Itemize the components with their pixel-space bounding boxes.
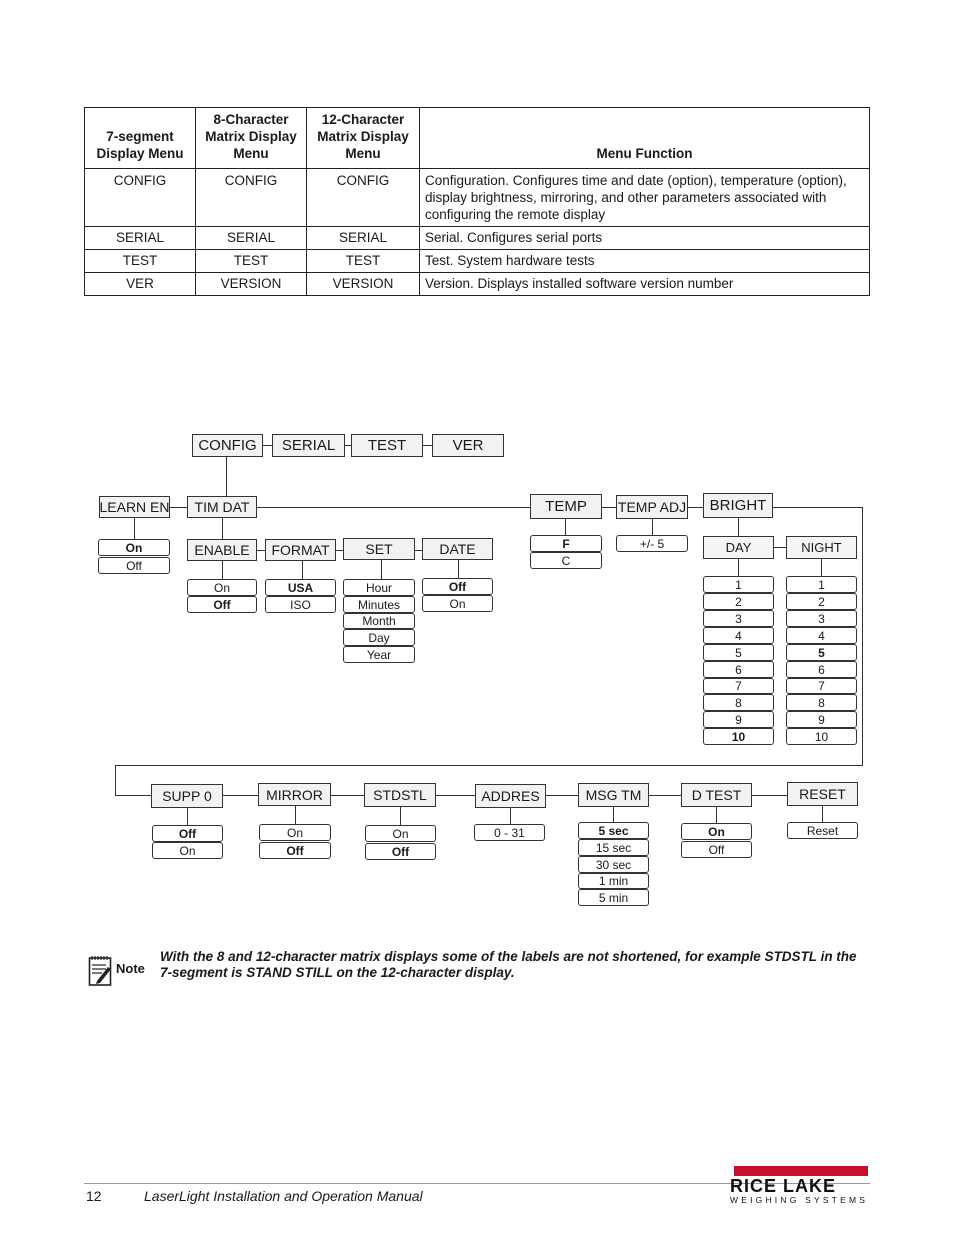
option-date-off: Off [422, 578, 493, 595]
option-day-6: 6 [703, 661, 774, 678]
menu-box-day: DAY [703, 536, 774, 559]
option-temp-f: F [530, 535, 602, 552]
logo-sub-text: WEIGHING SYSTEMS [730, 1195, 869, 1205]
connector-line [115, 765, 863, 766]
table-cell: VERSION [196, 273, 307, 296]
table-cell: VERSION [307, 273, 420, 296]
menu-box-mirror: MIRROR [258, 783, 331, 806]
table-cell: CONFIG [307, 169, 420, 227]
table-row [85, 169, 870, 227]
option-temp-adj-range: +/- 5 [616, 535, 688, 552]
menu-box-date: DATE [422, 538, 493, 560]
logo-main-text: RICE LAKE [730, 1176, 837, 1196]
option-addres-range: 0 - 31 [474, 824, 545, 841]
connector-line [170, 507, 187, 508]
menu-box-night: NIGHT [786, 536, 857, 559]
option-format-iso: ISO [265, 596, 336, 613]
table-cell: Configuration. Configures time and date (option), temperature (option), display brightness, mirroring, and other parameters associated with configuring the remote display [420, 169, 870, 227]
table-cell: Serial. Configures serial ports [420, 227, 870, 250]
col-header-menu-function: Menu Function [420, 108, 870, 169]
connector-line [738, 559, 739, 577]
option-set-hour: Hour [343, 579, 415, 596]
table-cell: Test. System hardware tests [420, 250, 870, 273]
connector-line [649, 795, 681, 796]
menu-box-msg-tm: MSG TM [578, 783, 649, 807]
option-format-usa: USA [265, 579, 336, 596]
logo-bar [734, 1166, 868, 1176]
menu-box-supp0: SUPP 0 [151, 784, 223, 808]
connector-line [822, 806, 823, 822]
table-cell: TEST [196, 250, 307, 273]
menu-box-set: SET [343, 538, 415, 560]
option-night-8: 8 [786, 694, 857, 711]
col-header-8char: 8-Character Matrix Display Menu [196, 108, 307, 169]
option-day-5: 5 [703, 644, 774, 661]
option-night-6: 6 [786, 661, 857, 678]
option-night-4: 4 [786, 627, 857, 644]
connector-line [738, 518, 739, 536]
rice-lake-logo [730, 1166, 870, 1205]
option-msg-tm-15sec: 15 sec [578, 839, 649, 856]
connector-line [263, 445, 272, 446]
option-day-1: 1 [703, 576, 774, 593]
table-cell: TEST [85, 250, 196, 273]
table-row [85, 250, 870, 273]
menu-box-addres: ADDRES [475, 784, 546, 808]
option-date-on: On [422, 595, 493, 612]
menu-table [84, 107, 870, 296]
option-day-2: 2 [703, 593, 774, 610]
option-day-9: 9 [703, 711, 774, 728]
connector-line [302, 561, 303, 580]
table-cell: SERIAL [85, 227, 196, 250]
option-day-3: 3 [703, 610, 774, 627]
col-header-12char: 12-Character Matrix Display Menu [307, 108, 420, 169]
connector-line [613, 807, 614, 822]
table-cell: Version. Displays installed software version number [420, 273, 870, 296]
connector-line [222, 561, 223, 580]
connector-line [415, 550, 422, 551]
menu-box-temp: TEMP [530, 494, 602, 519]
connector-line [295, 806, 296, 824]
connector-line [257, 507, 530, 508]
menu-box-stdstl: STDSTL [364, 783, 436, 807]
menu-box-test: TEST [351, 434, 423, 457]
connector-line [115, 795, 151, 796]
table-row [85, 273, 870, 296]
page-number: 12 [86, 1188, 102, 1204]
menu-box-tim-dat: TIM DAT [187, 496, 257, 518]
option-stdstl-off: Off [365, 843, 436, 860]
connector-line [436, 795, 475, 796]
connector-line [458, 560, 459, 579]
option-learn-en-on: On [98, 539, 170, 556]
option-mirror-on: On [259, 824, 331, 841]
option-night-5: 5 [786, 644, 857, 661]
connector-line [331, 795, 364, 796]
menu-box-format: FORMAT [265, 539, 336, 561]
table-cell: TEST [307, 250, 420, 273]
connector-line [400, 807, 401, 825]
option-night-7: 7 [786, 678, 857, 694]
table-cell: CONFIG [85, 169, 196, 227]
table-cell: SERIAL [307, 227, 420, 250]
option-msg-tm-30sec: 30 sec [578, 856, 649, 873]
option-day-8: 8 [703, 694, 774, 711]
option-mirror-off: Off [259, 842, 331, 859]
option-d-test-off: Off [681, 841, 752, 858]
option-set-minutes: Minutes [343, 596, 415, 613]
option-temp-c: C [530, 552, 602, 569]
option-day-7: 7 [703, 678, 774, 694]
option-msg-tm-5sec: 5 sec [578, 822, 649, 839]
connector-line [257, 550, 265, 551]
connector-line [716, 807, 717, 823]
option-set-year: Year [343, 646, 415, 663]
col-header-7segment: 7-segment Display Menu [85, 108, 196, 169]
option-day-10: 10 [703, 728, 774, 745]
option-supp0-on: On [152, 842, 223, 859]
option-night-9: 9 [786, 711, 857, 728]
option-learn-en-off: Off [98, 557, 170, 574]
note-icon [88, 954, 116, 993]
connector-line [345, 445, 351, 446]
connector-line [773, 507, 863, 508]
connector-line [862, 507, 863, 765]
connector-line [652, 519, 653, 535]
footer-title: LaserLight Installation and Operation Manual [144, 1188, 423, 1204]
option-set-month: Month [343, 613, 415, 629]
connector-line [510, 808, 511, 824]
connector-line [602, 507, 616, 508]
option-night-10: 10 [786, 728, 857, 745]
option-night-1: 1 [786, 576, 857, 593]
option-reset: Reset [787, 822, 858, 839]
table-cell: CONFIG [196, 169, 307, 227]
option-set-day: Day [343, 629, 415, 646]
option-enable-off: Off [187, 596, 257, 613]
connector-line [821, 559, 822, 577]
menu-box-learn-en: LEARN EN [99, 496, 170, 518]
connector-line [752, 795, 787, 796]
menu-box-reset: RESET [787, 782, 858, 806]
note-label: Note [116, 961, 145, 976]
menu-box-ver: VER [432, 434, 504, 457]
note-text: With the 8 and 12-character matrix displays some of the labels are not shortened, for example STDSTL in the 7-segment is STAND STILL on the 12-character display. [160, 949, 857, 980]
menu-box-temp-adj: TEMP ADJ [616, 495, 688, 519]
connector-line [226, 457, 227, 496]
connector-line [381, 560, 382, 579]
option-supp0-off: Off [152, 825, 223, 842]
table-row [85, 227, 870, 250]
connector-line [688, 507, 703, 508]
connector-line [222, 518, 223, 539]
connector-line [115, 765, 116, 795]
option-msg-tm-1min: 1 min [578, 873, 649, 889]
menu-box-d-test: D TEST [681, 783, 752, 807]
connector-line [187, 808, 188, 825]
option-day-4: 4 [703, 627, 774, 644]
option-night-2: 2 [786, 593, 857, 610]
menu-box-enable: ENABLE [187, 539, 257, 561]
option-stdstl-on: On [365, 825, 436, 842]
option-d-test-on: On [681, 823, 752, 840]
option-night-3: 3 [786, 610, 857, 627]
table-header-row [85, 108, 870, 169]
connector-line [223, 795, 258, 796]
menu-box-config: CONFIG [192, 434, 263, 457]
option-msg-tm-5min: 5 min [578, 889, 649, 906]
table-cell: SERIAL [196, 227, 307, 250]
menu-box-serial: SERIAL [272, 434, 345, 457]
connector-line [336, 550, 343, 551]
connector-line [774, 547, 786, 548]
connector-line [423, 445, 432, 446]
option-enable-on: On [187, 579, 257, 596]
connector-line [134, 518, 135, 540]
connector-line [565, 519, 566, 535]
table-cell: VER [85, 273, 196, 296]
connector-line [546, 795, 578, 796]
menu-box-bright: BRIGHT [703, 493, 773, 518]
